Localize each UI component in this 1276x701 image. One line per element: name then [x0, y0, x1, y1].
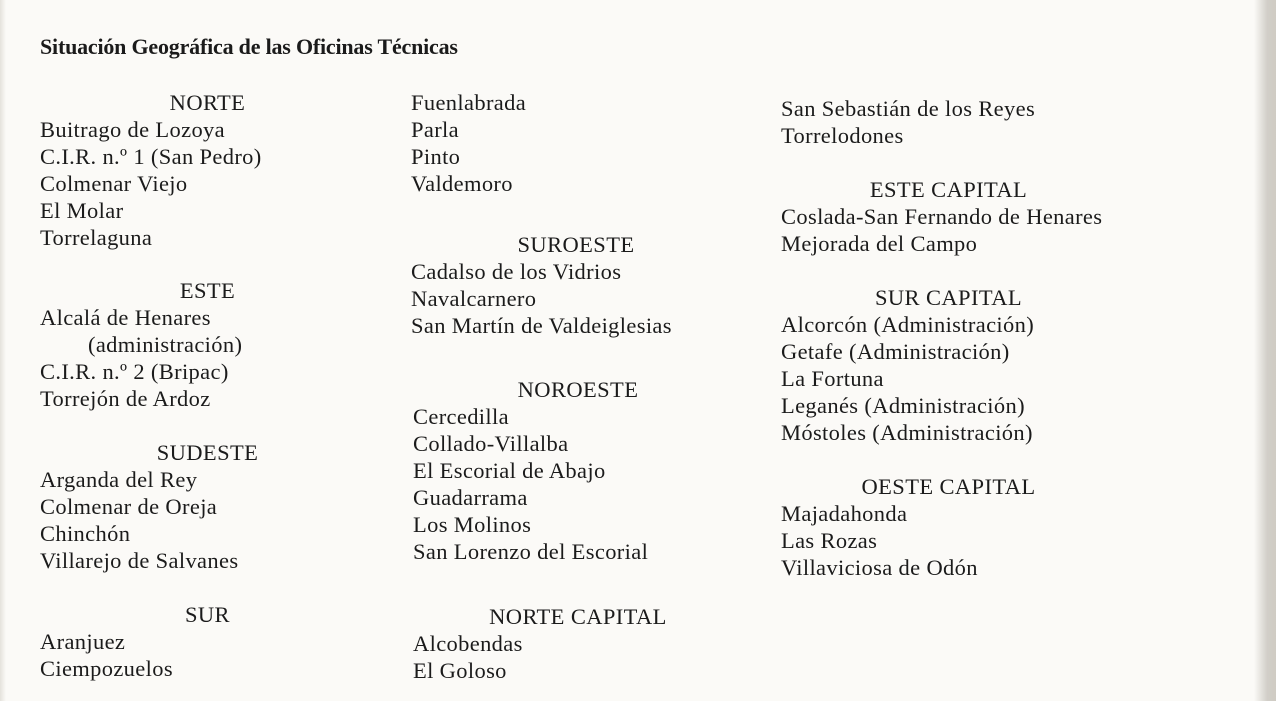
office-list [781, 500, 1116, 581]
office-item: Móstoles (Administración) [781, 420, 1033, 445]
office-item: San Sebastián de los Reyes [781, 96, 1036, 121]
office-item: Arganda del Rey [40, 467, 198, 492]
office-item: El Molar [40, 198, 124, 223]
office-item: El Escorial de Abajo [413, 458, 606, 483]
office-item: Coslada-San Fernando de Henares [781, 204, 1103, 229]
office-item: Los Molinos [413, 512, 532, 537]
office-list [413, 403, 743, 565]
office-item: Alcalá de Henares [40, 305, 211, 330]
page-title: Situación Geográfica de las Oficinas Técnicas [40, 34, 458, 59]
office-list [781, 311, 1116, 446]
office-item: Leganés (Administración) [781, 393, 1025, 418]
office-item: Torrejón de Ardoz [40, 386, 211, 411]
office-item: El Goloso [413, 658, 507, 683]
office-list [40, 466, 375, 574]
group-continued-norte-capital [781, 95, 1201, 149]
office-list [40, 116, 375, 251]
office-item: San Lorenzo del Escorial [413, 539, 649, 564]
group-heading: SUR CAPITAL [875, 285, 1022, 310]
office-item: Buitrago de Lozoya [40, 117, 225, 142]
office-item: (administración) [88, 332, 243, 357]
office-item: Las Rozas [781, 528, 878, 553]
office-list [413, 630, 743, 684]
group-este [40, 277, 375, 412]
office-list [411, 89, 741, 197]
office-item: Villaviciosa de Odón [781, 555, 978, 580]
group-heading: SUROESTE [517, 232, 635, 257]
office-item: Alcobendas [413, 631, 523, 656]
office-item: Pinto [411, 144, 461, 169]
group-heading: NORTE [169, 90, 246, 115]
office-item: Guadarrama [413, 485, 528, 510]
office-list [40, 628, 375, 682]
office-item: San Martín de Valdeiglesias [411, 313, 672, 338]
page-edge-shadow [1254, 0, 1276, 701]
office-item: Colmenar Viejo [40, 171, 188, 196]
office-list [781, 95, 1201, 149]
group-este-capital [781, 176, 1116, 257]
office-item: Parla [411, 117, 459, 142]
group-suroeste [411, 231, 741, 339]
group-heading: SUDESTE [156, 440, 259, 465]
office-item: Aranjuez [40, 629, 126, 654]
group-heading: NORTE CAPITAL [489, 604, 667, 629]
group-norte [40, 89, 375, 251]
office-item: Villarejo de Salvanes [40, 548, 239, 573]
group-continued-sur [411, 89, 741, 197]
group-oeste-capital [781, 473, 1116, 581]
group-heading: SUR [185, 602, 230, 627]
office-item: Navalcarnero [411, 286, 537, 311]
office-item: C.I.R. n.º 1 (San Pedro) [40, 144, 262, 169]
group-heading: ESTE [179, 278, 236, 303]
group-heading: NOROESTE [517, 377, 639, 402]
group-heading: OESTE CAPITAL [861, 474, 1036, 499]
office-item: Cadalso de los Vidrios [411, 259, 622, 284]
office-item: Cercedilla [413, 404, 509, 429]
office-list [40, 304, 375, 412]
group-norte-capital [413, 603, 743, 684]
office-list [411, 258, 741, 339]
office-item: Chinchón [40, 521, 131, 546]
group-noroeste [413, 376, 743, 565]
office-item: Collado-Villalba [413, 431, 569, 456]
office-item: La Fortuna [781, 366, 884, 391]
office-item: Torrelodones [781, 123, 904, 148]
office-item: C.I.R. n.º 2 (Bripac) [40, 359, 229, 384]
office-list [781, 203, 1116, 257]
group-sudeste [40, 439, 375, 574]
group-sur-capital [781, 284, 1116, 446]
group-sur [40, 601, 375, 682]
office-item: Valdemoro [411, 171, 513, 196]
page-binding-shadow [0, 0, 6, 701]
office-item: Mejorada del Campo [781, 231, 978, 256]
office-item: Getafe (Administración) [781, 339, 1010, 364]
office-item: Fuenlabrada [411, 90, 527, 115]
office-item: Majadahonda [781, 501, 908, 526]
office-item: Torrelaguna [40, 225, 153, 250]
office-item: Alcorcón (Administración) [781, 312, 1035, 337]
group-heading: ESTE CAPITAL [869, 177, 1028, 202]
office-item: Colmenar de Oreja [40, 494, 218, 519]
office-item: Ciempozuelos [40, 656, 173, 681]
